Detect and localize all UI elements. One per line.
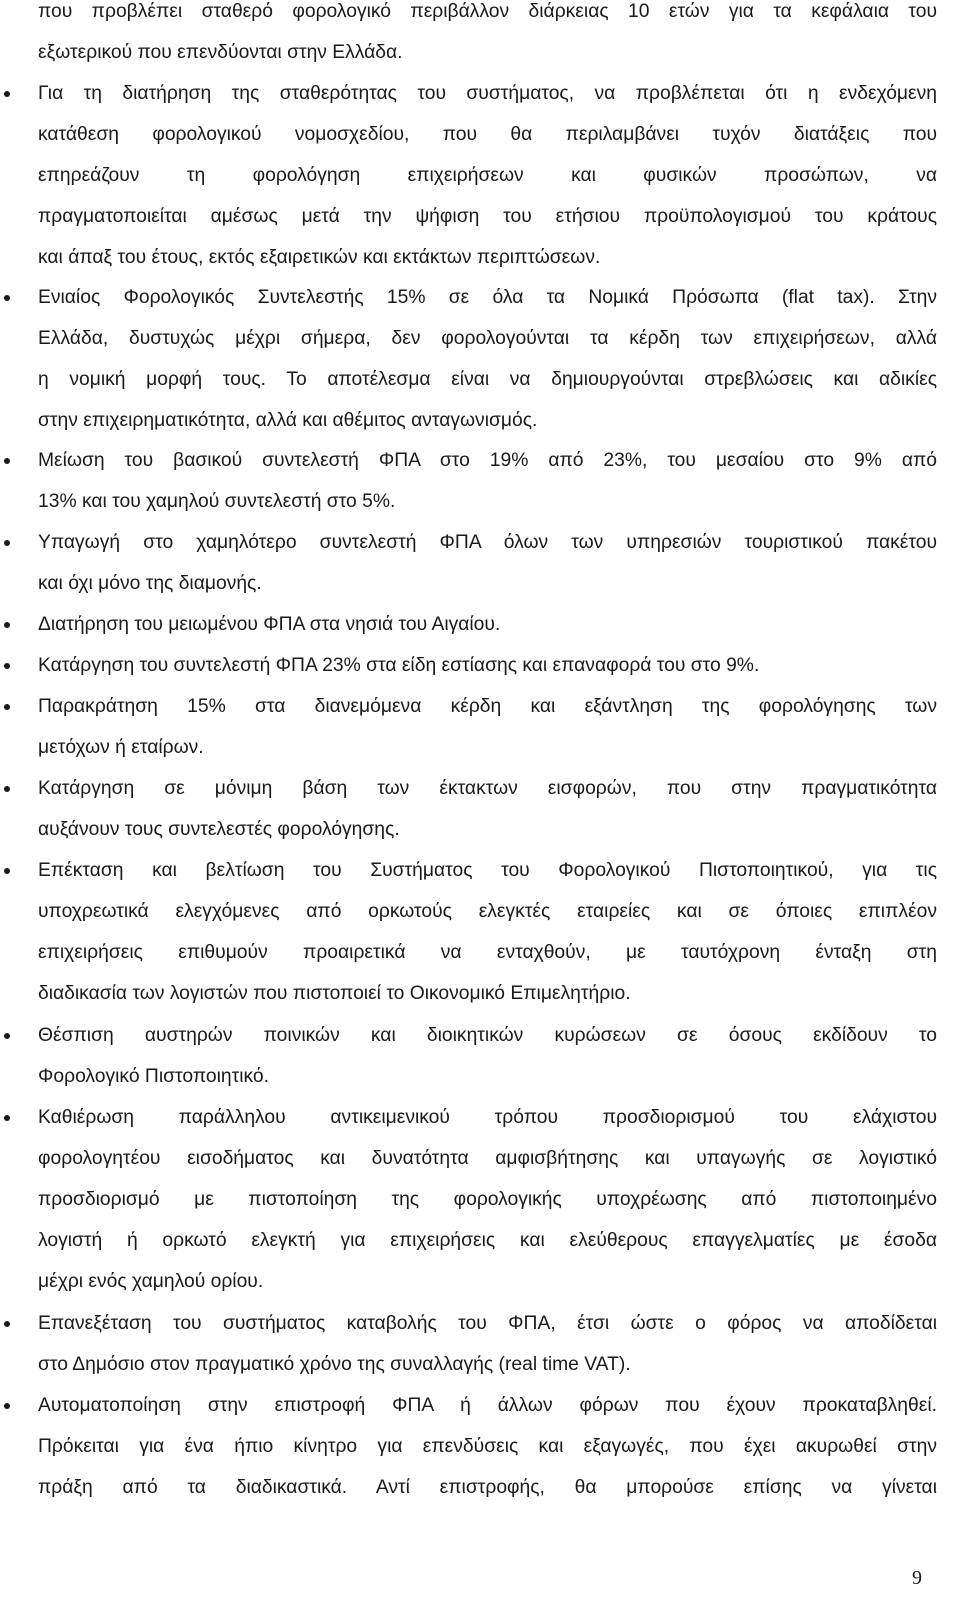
text-line: επηρεάζουν τη φορολόγηση επιχειρήσεων και φυσικών προσώπων, να: [38, 165, 937, 186]
bullet-dot-icon: [4, 1403, 10, 1409]
text-line: και άπαξ του έτους, εκτός εξαιρετικών και εκτάκτων περιπτώσεων.: [38, 247, 601, 268]
bullet-dot-icon: [4, 868, 10, 874]
text-line: μέχρι ενός χαμηλού ορίου.: [38, 1271, 264, 1292]
bullet-dot-icon: [4, 540, 10, 546]
text-line: αυξάνουν τους συντελεστές φορολόγησης.: [38, 819, 400, 840]
bullet-text: [38, 522, 937, 604]
text-line: Φορολογικό Πιστοποιητικό.: [38, 1066, 269, 1087]
text-line: εξωτερικού που επενδύονται στην Ελλάδα.: [38, 42, 403, 63]
bullet-dot-icon: [4, 91, 10, 97]
bullet-text: [38, 1097, 937, 1302]
text-line: Διατήρηση του μειωμένου ΦΠΑ στα νησιά του Αιγαίου.: [38, 614, 501, 635]
text-line: Καθιέρωση παράλληλου αντικειμενικού τρόπου προσδιορισμού του ελάχιστου: [38, 1107, 937, 1128]
bullet-text: [38, 1385, 937, 1508]
text-line: μετόχων ή εταίρων.: [38, 737, 204, 758]
text-line: στην επιχειρηματικότητα, αλλά και αθέμιτος ανταγωνισμός.: [38, 410, 538, 431]
text-line: φορολογητέου εισοδήματος και δυνατότητα αμφισβήτησης και υπαγωγής σε λογιστικό: [38, 1148, 937, 1169]
bullet-text: [38, 604, 937, 645]
bullet-text: [38, 645, 937, 686]
bullet-dot-icon: [4, 1033, 10, 1039]
page-number: 9: [912, 1567, 922, 1589]
text-line: η νομική μορφή τους. Το αποτέλεσμα είναι να δημιουργούνται στρεβλώσεις και αδικίες: [38, 369, 937, 390]
text-line: πραγματοποιείται αμέσως μετά την ψήφιση του ετήσιου προϋπολογισμού του κράτους: [38, 206, 937, 227]
text-line: Κατάργηση σε μόνιμη βάση των έκτακτων εισφορών, που στην πραγματικότητα: [38, 778, 937, 799]
bullet-text: [38, 277, 937, 441]
text-line: Για τη διατήρηση της σταθερότητας του συστήματος, να προβλέπεται ότι η ενδεχόμενη: [38, 83, 937, 104]
text-line: Υπαγωγή στο χαμηλότερο συντελεστή ΦΠΑ όλων των υπηρεσιών τουριστικού πακέτου: [38, 532, 937, 553]
bullet-text: [38, 440, 937, 522]
text-line: Αυτοματοποίηση στην επιστροφή ΦΠΑ ή άλλων φόρων που έχουν προκαταβληθεί.: [38, 1395, 937, 1416]
bullet-text: [38, 1303, 937, 1385]
text-line: Θέσπιση αυστηρών ποινικών και διοικητικών κυρώσεων σε όσους εκδίδουν το: [38, 1025, 937, 1046]
text-line: λογιστή ή ορκωτό ελεγκτή για επιχειρήσεις και ελεύθερους επαγγελματίες με έσοδα: [38, 1230, 937, 1251]
text-line: κατάθεση φορολογικού νομοσχεδίου, που θα περιλαμβάνει τυχόν διατάξεις που: [38, 124, 937, 145]
bullet-dot-icon: [4, 1321, 10, 1327]
bullet-dot-icon: [4, 786, 10, 792]
text-line: επιχειρήσεις επιθυμούν προαιρετικά να ενταχθούν, με ταυτόχρονη ένταξη στη: [38, 942, 937, 963]
bullet-dot-icon: [4, 622, 10, 628]
bullet-text: [38, 73, 937, 278]
text-line: Πρόκειται για ένα ήπιο κίνητρο για επενδύσεις και εξαγωγές, που έχει ακυρωθεί στην: [38, 1436, 937, 1457]
bullet-text: [38, 1015, 937, 1097]
bullet-dot-icon: [4, 1115, 10, 1121]
text-line: που προβλέπει σταθερό φορολογικό περιβάλλον διάρκειας 10 ετών για τα κεφάλαια του: [38, 1, 937, 22]
bullet-text: [38, 850, 937, 1014]
text-line: Επέκταση και βελτίωση του Συστήματος του Φορολογικού Πιστοποιητικού, για τις: [38, 860, 937, 881]
bullet-dot-icon: [4, 295, 10, 301]
text-line: Ελλάδα, δυστυχώς μέχρι σήμερα, δεν φορολογούνται τα κέρδη των επιχειρήσεων, αλλά: [38, 328, 937, 349]
text-line: προσδιορισμό με πιστοποίηση της φορολογικής υποχρέωσης από πιστοποιημένο: [38, 1189, 937, 1210]
text-line: και όχι μόνο της διαμονής.: [38, 573, 262, 594]
text-line: Κατάργηση του συντελεστή ΦΠΑ 23% στα είδη εστίασης και επαναφορά του στο 9%.: [38, 655, 760, 676]
bullet-text: [38, 686, 937, 768]
text-line: στο Δημόσιο στον πραγματικό χρόνο της συναλλαγής (real time VAT).: [38, 1354, 631, 1375]
bullet-dot-icon: [4, 704, 10, 710]
bullet-dot-icon: [4, 663, 10, 669]
bullet-dot-icon: [4, 458, 10, 464]
text-line: Παρακράτηση 15% στα διανεμόμενα κέρδη και εξάντληση της φορολόγησης των: [38, 696, 937, 717]
text-line: Ενιαίος Φορολογικός Συντελεστής 15% σε όλα τα Νομικά Πρόσωπα (flat tax). Στην: [38, 287, 937, 308]
intro-paragraph: [38, 0, 937, 73]
text-line: 13% και του χαμηλού συντελεστή στο 5%.: [38, 491, 396, 512]
text-line: υποχρεωτικά ελεγχόμενες από ορκωτούς ελεγκτές εταιρείες και σε όποιες επιπλέον: [38, 901, 937, 922]
text-line: Επανεξέταση του συστήματος καταβολής του ΦΠΑ, έτσι ώστε ο φόρος να αποδίδεται: [38, 1313, 937, 1334]
text-line: πράξη από τα διαδικαστικά. Αντί επιστροφής, θα μπορούσε επίσης να γίνεται: [38, 1477, 937, 1498]
text-line: διαδικασία των λογιστών που πιστοποιεί το Οικονομικό Επιμελητήριο.: [38, 983, 631, 1004]
bullet-text: [38, 768, 937, 850]
text-line: Μείωση του βασικού συντελεστή ΦΠΑ στο 19% από 23%, του μεσαίου στο 9% από: [38, 450, 937, 471]
